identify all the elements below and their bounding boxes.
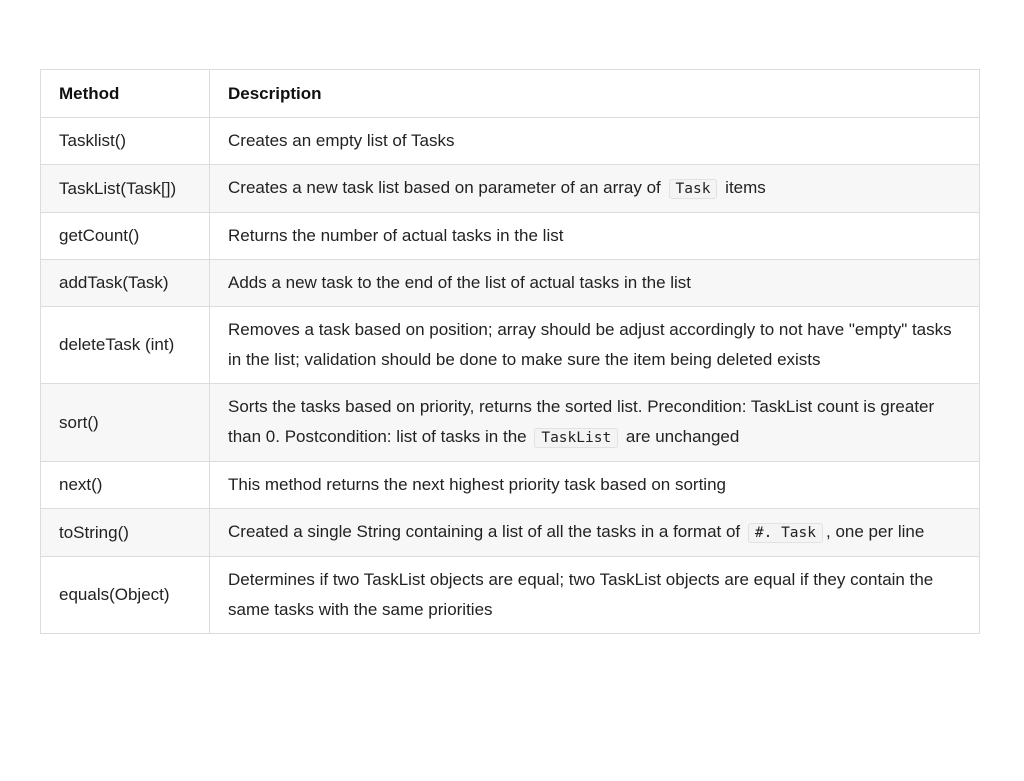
method-name-cell: equals(Object) (41, 557, 210, 634)
description-column-header: Description (210, 70, 980, 118)
description-text: items (720, 178, 766, 197)
description-text: This method returns the next highest priority task based on sorting (228, 475, 726, 494)
method-description-cell (210, 557, 980, 634)
header-row (41, 70, 980, 118)
inline-code: TaskList (534, 428, 618, 448)
method-table (40, 69, 980, 634)
method-description-cell (210, 307, 980, 384)
description-text: Determines if two TaskList objects are equal; two TaskList objects are equal if they contain the same tasks with the same priorities (228, 570, 934, 619)
method-description-cell (210, 509, 980, 557)
method-name-cell: toString() (41, 509, 210, 557)
description-text: are unchanged (621, 427, 740, 446)
description-text: Creates an empty list of Tasks (228, 131, 455, 150)
method-name-cell: sort() (41, 384, 210, 462)
table-row (41, 509, 980, 557)
method-description-cell (210, 213, 980, 260)
method-name-cell: TaskList(Task[]) (41, 165, 210, 213)
method-name-cell: deleteTask (int) (41, 307, 210, 384)
description-text: Removes a task based on position; array should be adjust accordingly to not have "empty" tasks in the list; validation should be done to make sure the item being deleted exists (228, 320, 952, 369)
description-text: Adds a new task to the end of the list of actual tasks in the list (228, 273, 692, 292)
method-description-cell (210, 384, 980, 462)
table-row (41, 384, 980, 462)
method-column-header: Method (41, 70, 210, 118)
description-text: Returns the number of actual tasks in the list (228, 226, 564, 245)
table-row (41, 307, 980, 384)
table-row (41, 213, 980, 260)
method-description-cell (210, 260, 980, 307)
method-description-cell (210, 462, 980, 509)
description-text: Created a single String containing a list of all the tasks in a format of (228, 522, 745, 541)
method-name-cell: getCount() (41, 213, 210, 260)
description-text: Creates a new task list based on parameter of an array of (228, 178, 666, 197)
description-text: , one per line (826, 522, 925, 541)
method-description-cell (210, 165, 980, 213)
inline-code: #. Task (748, 523, 823, 543)
table-header (41, 70, 980, 118)
description-text: Sorts the tasks based on priority, returns the sorted list. Precondition: TaskList count is greater than 0. Postcondition: list of tasks in the (228, 397, 935, 446)
inline-code: Task (669, 179, 718, 199)
table-row (41, 165, 980, 213)
method-name-cell: addTask(Task) (41, 260, 210, 307)
table-row (41, 557, 980, 634)
table-row (41, 260, 980, 307)
method-name-cell: Tasklist() (41, 118, 210, 165)
table-row (41, 462, 980, 509)
table-row (41, 118, 980, 165)
method-description-cell (210, 118, 980, 165)
table-body (41, 118, 980, 634)
method-name-cell: next() (41, 462, 210, 509)
